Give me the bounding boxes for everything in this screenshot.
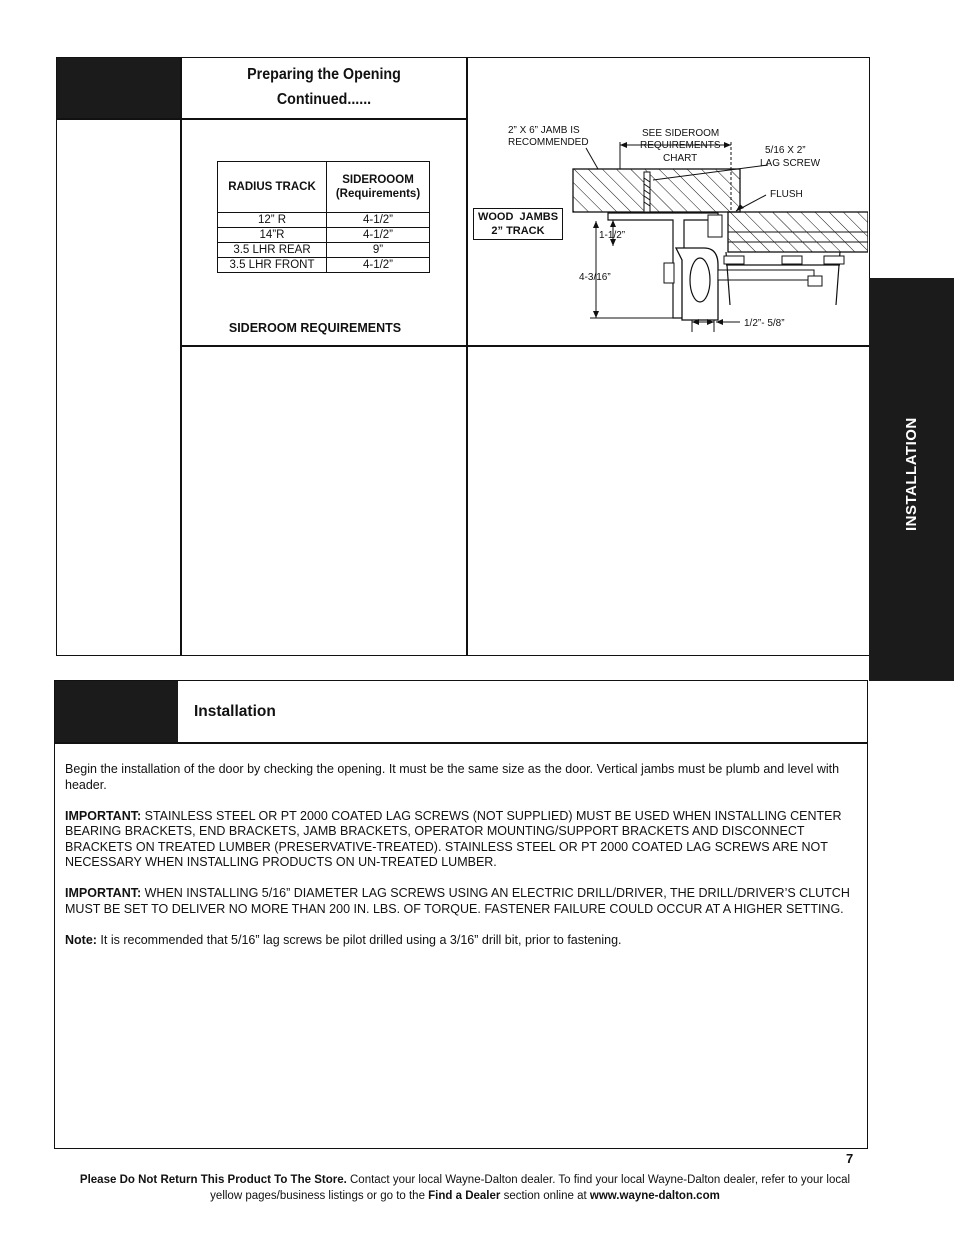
body-paragraph-4: [65, 933, 857, 949]
table-cell: 14”R: [218, 228, 327, 243]
table-header-sideroom: [327, 162, 430, 213]
wood-jambs-box: [473, 208, 563, 240]
table-cell: 12” R: [218, 213, 327, 228]
table-row: [218, 213, 430, 228]
table-cell: 3.5 LHR REAR: [218, 243, 327, 258]
section2-title: Installation: [194, 703, 276, 720]
section1-title: [193, 62, 454, 112]
sideroom-caption: SIDEROOM REQUIREMENTS: [228, 321, 402, 335]
important-text-1: STAINLESS STEEL OR PT 2000 COATED LAG SCREWS (NOT SUPPLIED) MUST BE USED WHEN INSTALLING CENTER BEARING BRACKETS, END BRACKETS, JAMB BRACKETS, OPERATOR MOUNTING/SUPPORT BRACKETS AND DISCONNECT BRACKETS ON TREATED LUMBER (PRESERVATIVE-TREATED). STAINLESS STEEL OR PT 2000 COATED LAG SCREWS ARE NOT NECESSARY WHEN INSTALLING PRODUCTS ON UN-TREATED LUMBER.: [65, 808, 842, 869]
table-header-sideroom-text: SIDEROOOM (Requirements): [335, 174, 421, 200]
sideroom-table: [217, 161, 430, 273]
wood-jambs-box-line2: 2” TRACK: [491, 225, 545, 237]
footer: [70, 1172, 860, 1204]
page-number: 7: [846, 1151, 854, 1166]
section1-divider-left: [180, 57, 182, 656]
table-row: [218, 258, 430, 273]
table-cell: 4-1/2”: [327, 228, 430, 243]
table-header-radius: RADIUS TRACK: [218, 162, 327, 213]
table-cell: 9”: [327, 243, 430, 258]
important-text-2: WHEN INSTALLING 5/16” DIAMETER LAG SCREWS USING AN ELECTRIC DRILL/DRIVER, THE DRILL/DRIVER’S CLUTCH MUST BE SET TO DELIVER NO MORE THAN 200 IN. LBS. OF TORQUE. FASTENER FAILURE COULD OCCUR AT A HIGHER SETTING.: [65, 886, 850, 916]
footer-text-1: Contact your local Wayne-Dalton dealer. To find your local Wayne-Dalton dealer, refer to your local yellow pages/business listings or go to the: [210, 1174, 851, 1202]
label-dim-1-2-5-8: 1/2”- 5/8”: [744, 318, 785, 329]
section1-title-line2: Continued......: [276, 91, 372, 108]
body-paragraph-3: [65, 886, 857, 917]
label-flush: FLUSH: [770, 189, 803, 200]
footer-bold-1: Please Do Not Return This Product To The Store.: [79, 1174, 347, 1186]
section1-step-tab: [57, 58, 180, 119]
footer-text-2: section online at: [500, 1190, 590, 1202]
table-cell: 4-1/2”: [327, 258, 430, 273]
body-paragraph-1: Begin the installation of the door by checking the opening. It must be the same size as the door. Vertical jambs must be plumb and level with header.: [65, 762, 840, 792]
table-row: [218, 228, 430, 243]
label-jamb-note-2: RECOMMENDED: [508, 137, 589, 148]
label-sideroom-note: SEE SIDEROOM: [642, 128, 720, 139]
wood-jambs-box-line1: WOOD JAMBS: [477, 211, 559, 223]
label-sideroom-note-2: REQUIREMENTS: [640, 140, 721, 151]
installation-side-tab-label: INSTALLATION: [903, 417, 920, 531]
note-label: Note:: [65, 932, 97, 947]
section1-divider-title: [56, 118, 467, 120]
section2-divider-title: [54, 742, 868, 744]
roller-stem: [718, 270, 814, 280]
label-jamb-note: 2” X 6” JAMB IS: [508, 125, 580, 136]
section2-step-tab: [55, 681, 178, 743]
body-paragraph-2: [65, 809, 857, 871]
label-dim-1-1-2: 1-1/2”: [599, 230, 626, 241]
label-sideroom-note-3: CHART: [663, 153, 698, 164]
table-cell: 3.5 LHR FRONT: [218, 258, 327, 273]
section2-body: [65, 762, 857, 948]
installation-side-tab: [869, 278, 954, 681]
note-text: It is recommended that 5/16” lag screws be pilot drilled using a 3/16” drill bit, prior to fastening.: [96, 932, 622, 947]
section1-divider-row: [180, 345, 870, 347]
find-a-dealer-link[interactable]: Find a Dealer: [428, 1190, 501, 1202]
label-lag-screw-2: LAG SCREW: [760, 158, 821, 169]
table-cell: 4-1/2”: [327, 213, 430, 228]
website-link[interactable]: www.wayne-dalton.com: [589, 1190, 720, 1202]
important-label-2: IMPORTANT:: [65, 886, 142, 900]
label-lag-screw: 5/16 X 2”: [765, 145, 806, 156]
label-dim-4-3-16: 4-3/16”: [579, 272, 611, 283]
wood-jamb: [573, 169, 740, 212]
important-label-1: IMPORTANT:: [65, 808, 142, 823]
section1-title-line1: Preparing the Opening: [247, 66, 401, 83]
table-row: [218, 243, 430, 258]
